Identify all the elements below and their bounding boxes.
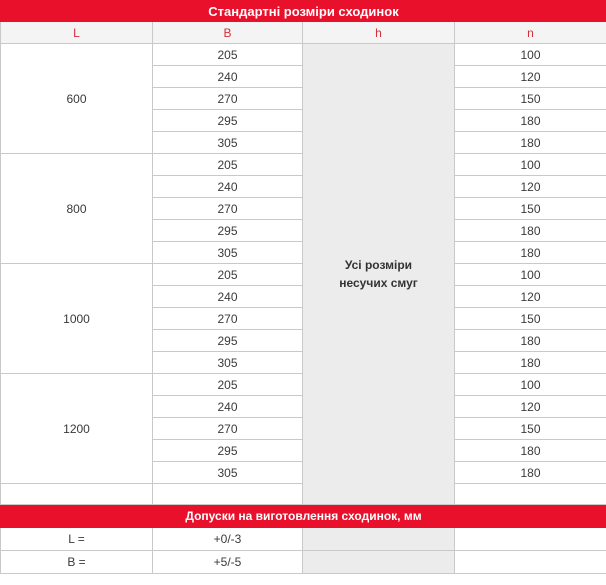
cell-b: 305 [153,352,303,374]
cell-n: 180 [455,352,606,374]
cell-n: 180 [455,110,606,132]
cell-n: 120 [455,286,606,308]
cell-b: 240 [153,66,303,88]
table-title: Стандартні розміри сходинок [1,1,606,22]
cell-b: 205 [153,264,303,286]
table-body [1,1,606,574]
cell-n: 120 [455,176,606,198]
tolerance-label: L = [1,528,153,551]
tolerances-title: Допуски на виготовлення сходинок, мм [1,505,606,528]
cell-b: 205 [153,154,303,176]
tolerance-empty-h [303,528,455,551]
header-b: B [153,22,303,44]
header-h: h [303,22,455,44]
cell-b: 240 [153,396,303,418]
cell-b: 270 [153,88,303,110]
tolerance-value: +0/-3 [153,528,303,551]
cell-n: 120 [455,396,606,418]
tolerance-label: B = [1,551,153,574]
tolerance-row [1,528,606,551]
cell-b: 270 [153,308,303,330]
tolerance-value: +5/-5 [153,551,303,574]
cell-b: 295 [153,110,303,132]
cell-b: 295 [153,220,303,242]
cell-n: 180 [455,242,606,264]
cell-n: 120 [455,66,606,88]
blank-b [153,484,303,505]
cell-b: 270 [153,198,303,220]
tolerance-row [1,551,606,574]
cell-b: 295 [153,330,303,352]
header-l: L [1,22,153,44]
cell-n: 180 [455,220,606,242]
cell-b: 305 [153,132,303,154]
cell-n: 100 [455,154,606,176]
cell-b: 240 [153,286,303,308]
cell-n: 100 [455,264,606,286]
cell-n: 150 [455,418,606,440]
cell-n: 100 [455,374,606,396]
cell-l: 600 [1,44,153,154]
cell-n: 150 [455,308,606,330]
table-row [1,44,606,66]
tolerances-title-row [1,505,606,528]
header-row [1,22,606,44]
tolerance-empty-h [303,551,455,574]
tolerance-empty-n [455,528,606,551]
cell-l: 1000 [1,264,153,374]
cell-l: 1200 [1,374,153,484]
cell-b: 205 [153,374,303,396]
cell-n: 150 [455,198,606,220]
cell-b: 240 [153,176,303,198]
header-n: n [455,22,606,44]
cell-b: 295 [153,440,303,462]
blank-l [1,484,153,505]
cell-n: 150 [455,88,606,110]
tolerance-empty-n [455,551,606,574]
cell-n: 180 [455,462,606,484]
cell-b: 305 [153,462,303,484]
cell-n: 180 [455,440,606,462]
cell-n: 180 [455,330,606,352]
cell-l: 800 [1,154,153,264]
cell-h-note: Усі розміри несучих смуг [303,44,455,505]
title-row [1,1,606,22]
cell-n: 180 [455,132,606,154]
blank-n [455,484,606,505]
cell-n: 100 [455,44,606,66]
cell-b: 270 [153,418,303,440]
cell-b: 305 [153,242,303,264]
cell-b: 205 [153,44,303,66]
